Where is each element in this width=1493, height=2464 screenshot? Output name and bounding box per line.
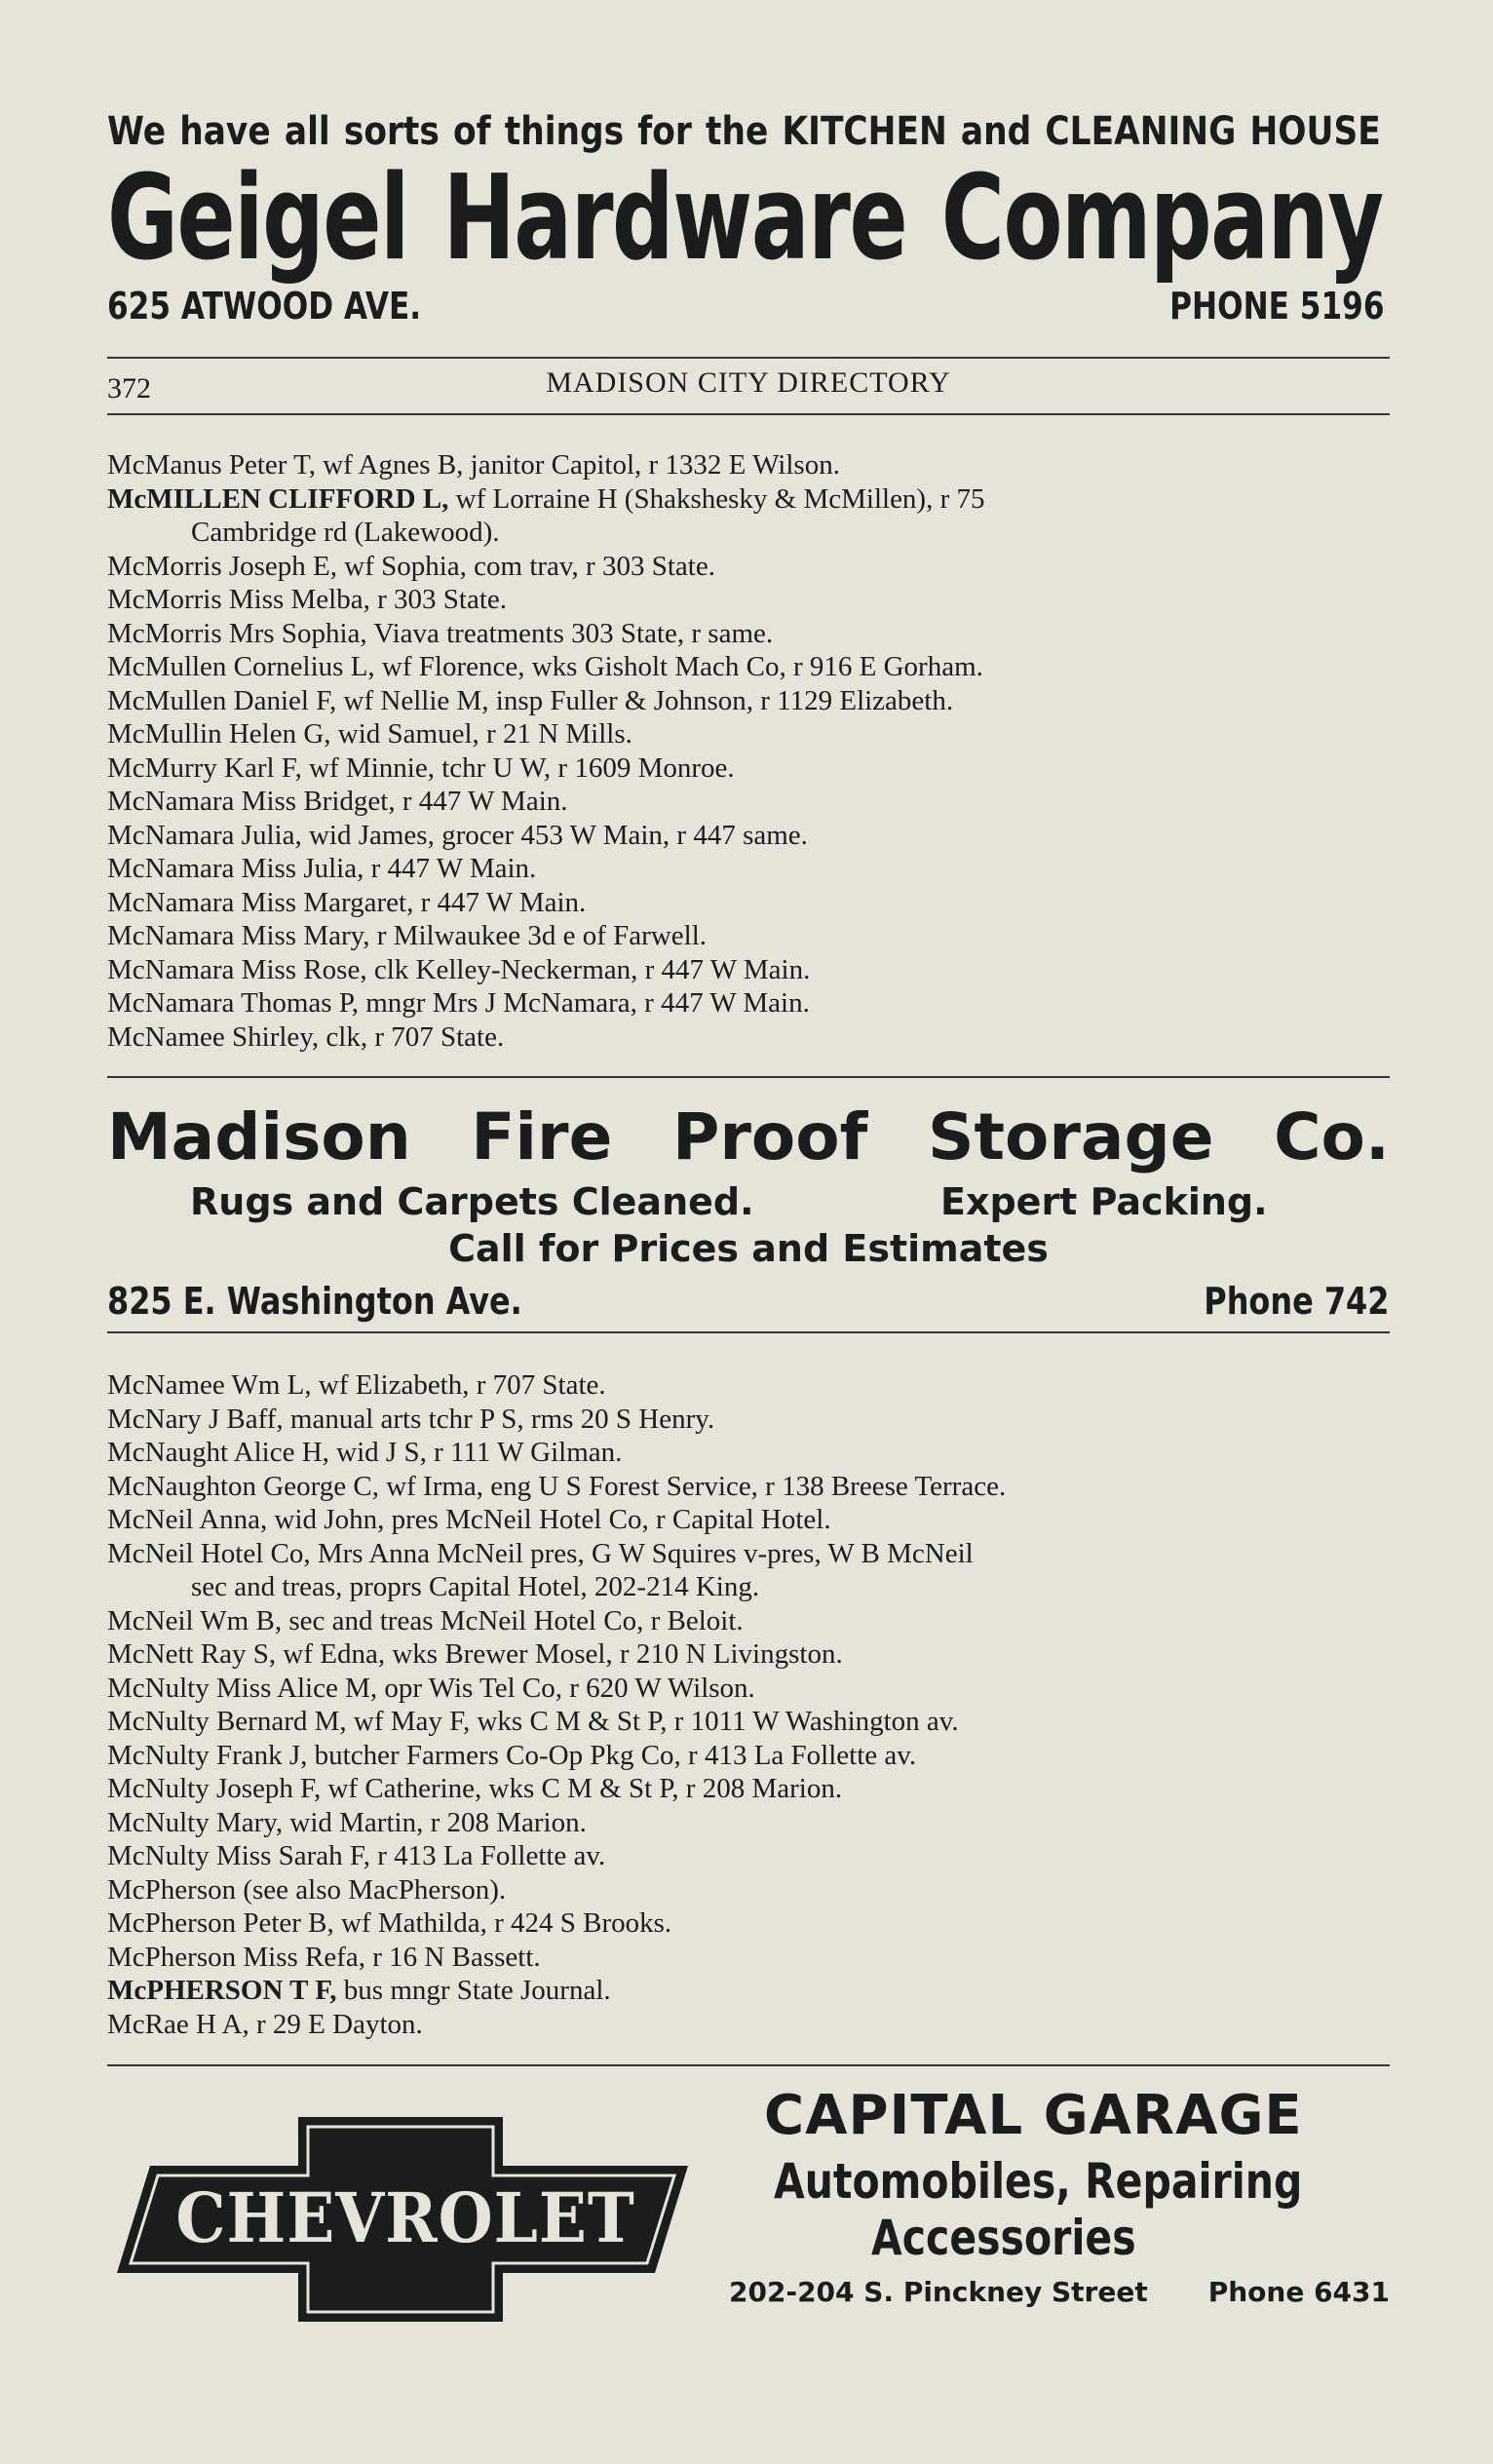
page-title: MADISON CITY DIRECTORY	[546, 366, 951, 399]
directory-entry: McNamara Miss Mary, r Milwaukee 3d e of Farwell.	[107, 920, 708, 951]
entry-text: wf Lorraine H (Shakshesky & McMillen), r 75	[448, 482, 985, 515]
garage-ad-accessories: Accessories	[871, 2210, 1136, 2266]
garage-ad-name: CAPITAL GARAGE	[764, 2084, 1303, 2147]
directory-entry: McNaught Alice H, wid J S, r 111 W Gilman.	[107, 1437, 623, 1468]
entry-bold-name: McMILLEN CLIFFORD L,	[107, 482, 449, 515]
directory-entry: McNeil Hotel Co, Mrs Anna McNeil pres, G W Squires v-pres, W B McNeil	[107, 1537, 974, 1569]
directory-entry: McNulty Bernard M, wf May F, wks C M & St P, r 1011 W Washington av.	[107, 1706, 959, 1737]
directory-entry: McMullen Daniel F, wf Nellie M, insp Fuller & Johnson, r 1129 Elizabeth.	[107, 684, 954, 716]
hardware-ad-tagline-word: KITCHEN	[782, 109, 947, 154]
directory-entry: McNulty Miss Sarah F, r 413 La Follette av.	[107, 1840, 606, 1871]
directory-entry: McMorris Joseph E, wf Sophia, com trav, r 303 State.	[107, 550, 715, 582]
directory-entry-continuation: Cambridge rd (Lakewood).	[191, 517, 500, 548]
hardware-ad-tagline-word: have	[179, 109, 271, 154]
hardware-ad-name-word: Geigel	[107, 151, 408, 287]
hardware-ad-tagline-word: and	[960, 109, 1032, 154]
directory-entry: McMullin Helen G, wid Samuel, r 21 N Mills.	[107, 718, 632, 750]
directory-entry: McNamara Miss Rose, clk Kelley-Neckerman, r 447 W Main.	[107, 953, 811, 985]
hardware-ad-phone: PHONE 5196	[1169, 285, 1385, 327]
directory-entry: McNamara Miss Bridget, r 447 W Main.	[107, 786, 568, 817]
storage-ad	[107, 1099, 1390, 1323]
directory-entry: McMorris Mrs Sophia, Viava treatments 303 State, r same.	[107, 617, 774, 649]
storage-ad-services	[107, 1180, 1390, 1229]
directory-entry: McNary J Baff, manual arts tchr P S, rms 20 S Henry.	[107, 1403, 715, 1435]
directory-entry: McNamara Thomas P, mngr Mrs J McNamara, r 447 W Main.	[107, 987, 810, 1019]
directory-entry: McMorris Miss Melba, r 303 State.	[107, 584, 507, 615]
chevrolet-logo-text: CHEVROLET	[175, 2177, 635, 2258]
directory-entry: McNamara Miss Margaret, r 447 W Main.	[107, 886, 587, 918]
directory-entry: McNulty Frank J, butcher Farmers Co-Op Pkg Co, r 413 La Follette av.	[107, 1739, 917, 1771]
garage-ad-services: Automobiles, Repairing	[774, 2153, 1303, 2210]
directory-entry: McPherson Peter B, wf Mathilda, r 424 S Brooks.	[107, 1907, 672, 1939]
hardware-ad-tagline-word: for	[637, 109, 692, 154]
divider	[107, 1331, 1390, 1333]
storage-ad-name-word: Fire	[471, 1099, 613, 1174]
divider	[107, 1076, 1390, 1078]
hardware-ad	[107, 109, 1384, 327]
hardware-ad-tagline-word: the	[706, 109, 769, 154]
storage-ad-service-packing: Expert Packing.	[940, 1180, 1268, 1223]
directory-entry-continuation: sec and treas, proprs Capital Hotel, 202-214 King.	[191, 1571, 760, 1602]
storage-ad-name-word: Co.	[1274, 1099, 1390, 1174]
garage-ad-text	[729, 2084, 1390, 2309]
directory-entry: McNamara Miss Julia, r 447 W Main.	[107, 853, 537, 884]
directory-entry: McNamee Wm L, wf Elizabeth, r 707 State.	[107, 1369, 606, 1401]
listing-block-b	[107, 1368, 1403, 2041]
hardware-ad-tagline-word: of	[453, 109, 491, 154]
garage-ad-footer	[729, 2276, 1390, 2309]
storage-ad-company-name	[107, 1099, 1390, 1174]
directory-entry: McRae H A, r 29 E Dayton.	[107, 2008, 423, 2040]
storage-ad-name-word: Proof	[671, 1099, 868, 1174]
directory-entry: McNulty Joseph F, wf Catherine, wks C M & St P, r 208 Marion.	[107, 1773, 843, 1804]
directory-entry: McNamara Julia, wid James, grocer 453 W Main, r 447 same.	[107, 819, 808, 851]
storage-ad-footer	[107, 1280, 1389, 1323]
storage-ad-phone: Phone 742	[1204, 1280, 1390, 1323]
garage-ad	[107, 2084, 1390, 2328]
hardware-ad-name-word: Hardware	[442, 151, 907, 287]
directory-entry: McNulty Mary, wid Martin, r 208 Marion.	[107, 1806, 587, 1838]
hardware-ad-tagline-word: HOUSE	[1249, 109, 1381, 154]
garage-ad-phone: Phone 6431	[1207, 2276, 1390, 2308]
hardware-ad-name-word: Company	[940, 151, 1383, 287]
directory-entry: McManus Peter T, wf Agnes B, janitor Capitol, r 1332 E Wilson.	[107, 449, 840, 481]
directory-entry: McMurry Karl F, wf Minnie, tchr U W, r 1609 Monroe.	[107, 751, 735, 784]
directory-entry-bold	[107, 482, 1403, 517]
hardware-ad-tagline-word: all	[284, 109, 330, 154]
divider	[107, 2064, 1390, 2066]
storage-ad-name-word: Storage	[927, 1099, 1214, 1174]
entry-bold-name: McPHERSON T F,	[107, 1975, 337, 2006]
storage-ad-service-rugs: Rugs and Carpets Cleaned.	[190, 1180, 754, 1223]
hardware-ad-tagline	[107, 109, 1381, 154]
hardware-ad-address: 625 ATWOOD AVE.	[107, 285, 422, 327]
hardware-ad-company-name	[107, 151, 1383, 287]
divider	[107, 357, 1390, 359]
directory-entry: McNamee Shirley, clk, r 707 State.	[107, 1020, 505, 1053]
hardware-ad-tagline-word: CLEANING	[1045, 109, 1237, 154]
storage-ad-call: Call for Prices and Estimates	[448, 1227, 1049, 1270]
directory-entry: McNaughton George C, wf Irma, eng U S Forest Service, r 138 Breese Terrace.	[107, 1470, 1007, 1502]
directory-entry: McNulty Miss Alice M, opr Wis Tel Co, r 620 W Wilson.	[107, 1672, 755, 1704]
divider	[107, 413, 1390, 415]
hardware-ad-tagline-word: sorts	[343, 109, 440, 154]
garage-ad-address: 202-204 S. Pinckney Street	[729, 2276, 1148, 2308]
hardware-ad-tagline-word: things	[504, 109, 625, 154]
directory-entry: McPherson (see also MacPherson).	[107, 1873, 507, 1906]
page-number: 372	[107, 372, 151, 404]
hardware-ad-tagline-word: We	[107, 109, 167, 154]
directory-entry: McNeil Anna, wid John, pres McNeil Hotel Co, r Capital Hotel.	[107, 1504, 831, 1535]
directory-entry: McMullen Cornelius L, wf Florence, wks Gisholt Mach Co, r 916 E Gorham.	[107, 651, 983, 682]
directory-entry: McPherson Miss Refa, r 16 N Bassett.	[107, 1941, 541, 1973]
directory-entry-bold	[107, 1974, 1403, 2008]
chevrolet-logo	[113, 2115, 698, 2324]
entry-text: bus mngr State Journal.	[336, 1975, 611, 2006]
directory-entry: McNett Ray S, wf Edna, wks Brewer Mosel, r 210 N Livingston.	[107, 1638, 843, 1670]
storage-ad-address: 825 E. Washington Ave.	[107, 1280, 522, 1323]
listing-block-a	[107, 448, 1403, 1054]
hardware-ad-footer	[107, 285, 1385, 327]
directory-entry: McNeil Wm B, sec and treas McNeil Hotel Co, r Beloit.	[107, 1604, 744, 1636]
storage-ad-name-word: Madison	[107, 1099, 411, 1174]
